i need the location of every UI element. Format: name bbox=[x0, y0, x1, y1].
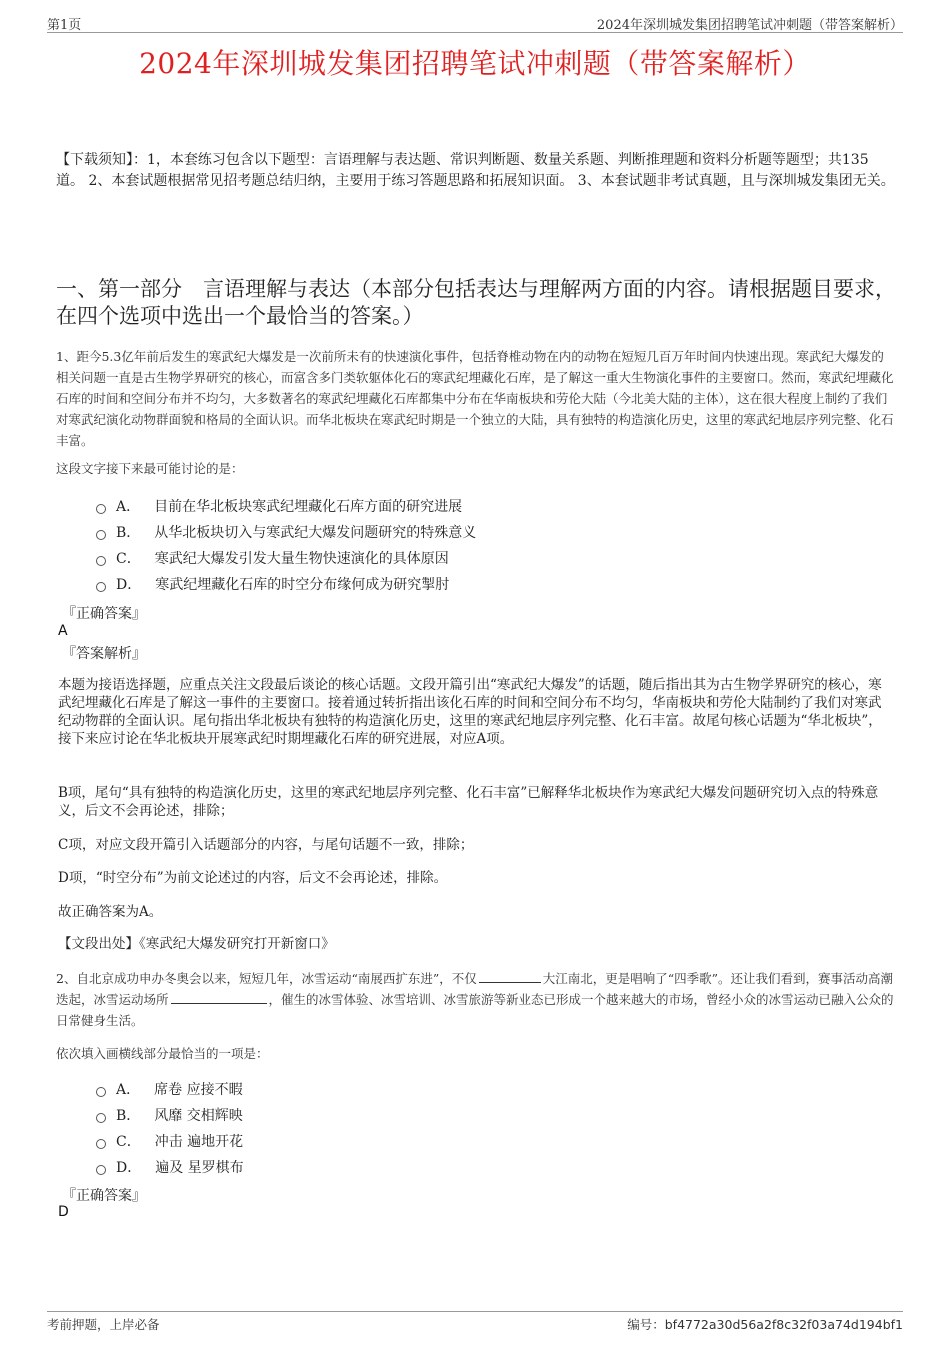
option-letter: C． bbox=[116, 551, 141, 567]
fill-blank-2 bbox=[171, 991, 267, 1004]
q1-source: 【文段出处】《寒武纪大爆发研究打开新窗口》 bbox=[58, 936, 335, 952]
header-doc-title: 2024年深圳城发集团招聘笔试冲刺题（带答案解析） bbox=[596, 18, 903, 33]
q1-option-d[interactable] bbox=[96, 574, 449, 594]
q2-stem-part1: 2、自北京成功申办冬奥会以来，短短几年，冰雪运动“南展西扩东进”，不仅 bbox=[56, 971, 477, 986]
option-letter: A． bbox=[116, 499, 141, 515]
footer-slogan: 考前押题，上岸必备 bbox=[47, 1317, 160, 1332]
option-text: 目前在华北板块寒武纪埋藏化石库方面的研究进展 bbox=[154, 499, 463, 515]
q1-answer-label: 『正确答案』 bbox=[62, 606, 146, 622]
option-letter: B． bbox=[116, 525, 141, 541]
option-letter: D． bbox=[116, 1160, 142, 1176]
q1-option-c[interactable] bbox=[96, 548, 449, 568]
q1-stem: 1、距今5.3亿年前后发生的寒武纪大爆发是一次前所未有的快速演化事件，包括脊椎动物在内的动物在短短几百万年时间内快速出现。寒武纪大爆发的相关问题一直是古生物学界研究的核心，而富含多门类软躯体化石的寒武纪埋藏化石库，是了解这一重大生物演化事件的主要窗口。然而，寒武纪埋藏化石库的时间和空间分布并不均匀，大多数著名的寒武纪埋藏化石库都集中分布在华南板块和劳伦大陆（今北美大陆的主体），这在很大程度上制约了我们对寒武纪演化动物群面貌和格局的全面认识。而华北板块在寒武纪时期是一个独立的大陆，具有独特的构造演化历史，这里的寒武纪地层序列完整、化石丰富。 bbox=[56, 349, 894, 448]
q2-option-c[interactable] bbox=[96, 1131, 243, 1151]
option-text: 冲击 遍地开花 bbox=[154, 1134, 244, 1150]
q1-option-b[interactable] bbox=[96, 522, 476, 542]
radio-icon[interactable] bbox=[96, 582, 106, 592]
q2-stem-part2: 大江南北，更是唱响了“四季歌”。还让我们看到，赛事活动高潮迭起，冰雪运动场所 bbox=[56, 971, 894, 1007]
footer-divider bbox=[47, 1311, 903, 1312]
radio-icon[interactable] bbox=[96, 556, 106, 566]
option-text: 寒武纪大爆发引发大量生物快速演化的具体原因 bbox=[154, 551, 449, 567]
header-divider bbox=[47, 32, 903, 33]
option-text: 风靡 交相辉映 bbox=[154, 1108, 243, 1124]
option-letter: B． bbox=[116, 1108, 141, 1124]
q1-analysis-label: 『答案解析』 bbox=[62, 646, 146, 662]
option-text: 寒武纪埋藏化石库的时空分布缘何成为研究掣肘 bbox=[155, 577, 450, 593]
q2-option-b[interactable] bbox=[96, 1105, 243, 1125]
q2-answer: D bbox=[58, 1204, 69, 1220]
option-letter: A． bbox=[116, 1082, 141, 1098]
footer-code-label: 编号： bbox=[627, 1317, 665, 1332]
radio-icon[interactable] bbox=[96, 504, 106, 514]
q1-analysis-conclusion: 故正确答案为A。 bbox=[58, 904, 163, 920]
fill-blank-1 bbox=[479, 970, 541, 983]
q2-prompt: 依次填入画横线部分最恰当的一项是： bbox=[56, 1046, 269, 1061]
radio-icon[interactable] bbox=[96, 530, 106, 540]
download-notice: 【下载须知】：1，本套练习包含以下题型：言语理解与表达题、常识判断题、数量关系题、判断推理题和资料分析题等题型；共135道。 2、本套试题根据常见招考题总结归纳，主要用于练习答题思路和拓展知识面。 3、本套试题非考试真题，且与深圳城发集团无关。 bbox=[56, 152, 895, 189]
footer-code-value: bf4772a30d56a2f8c32f03a74d194bf1 bbox=[664, 1317, 903, 1332]
q2-option-d[interactable] bbox=[96, 1157, 244, 1177]
q1-prompt: 这段文字接下来最可能讨论的是： bbox=[56, 461, 244, 476]
q2-answer-label: 『正确答案』 bbox=[62, 1188, 146, 1204]
q1-analysis-main: 本题为接语选择题，应重点关注文段最后谈论的核心话题。文段开篇引出“寒武纪大爆发”的话题，随后指出其为古生物学界研究的核心，寒武纪埋藏化石库是了解这一事件的主要窗口。接着通过转折指出该化石库的时间和空间分布不均匀，华南板块和劳伦大陆制约了我们对寒武纪动物群的全面认识。尾句指出华北板块有独特的构造演化历史，这里的寒武纪地层序列完整、化石丰富。故尾句核心话题为“华北板块”，接下来应讨论在华北板块开展寒武纪时期埋藏化石库的研究进展，对应A项。 bbox=[58, 677, 882, 747]
q2-option-a[interactable] bbox=[96, 1079, 243, 1099]
radio-icon[interactable] bbox=[96, 1087, 106, 1097]
radio-icon[interactable] bbox=[96, 1139, 106, 1149]
option-text: 遍及 星罗棋布 bbox=[155, 1160, 244, 1176]
q1-analysis-b: B项，尾句“具有独特的构造演化历史，这里的寒武纪地层序列完整、化石丰富”已解释华北板块作为寒武纪大爆发问题研究切入点的特殊意义，后文不会再论述，排除； bbox=[58, 785, 879, 819]
q1-analysis-c: C项，对应文段开篇引入话题部分的内容，与尾句话题不一致，排除； bbox=[58, 837, 474, 853]
page-title: 2024年深圳城发集团招聘笔试冲刺题（带答案解析） bbox=[139, 47, 811, 80]
page-number: 第1页 bbox=[47, 18, 82, 33]
option-text: 席卷 应接不暇 bbox=[154, 1082, 243, 1098]
q1-answer: A bbox=[58, 623, 68, 639]
q1-analysis-d: D项，“时空分布”为前文论述过的内容，后文不会再论述，排除。 bbox=[58, 870, 448, 886]
option-text: 从华北板块切入与寒武纪大爆发问题研究的特殊意义 bbox=[154, 525, 477, 541]
radio-icon[interactable] bbox=[96, 1113, 106, 1123]
footer-code bbox=[627, 1315, 903, 1333]
option-letter: C． bbox=[116, 1134, 141, 1150]
section-heading: 一、第一部分 言语理解与表达（本部分包括表达与理解两方面的内容。请根据题目要求，在四个选项中选出一个最恰当的答案。） bbox=[56, 277, 896, 328]
option-letter: D． bbox=[116, 577, 142, 593]
q2-stem-part3: ，催生的冰雪体验、冰雪培训、冰雪旅游等新业态已形成一个越来越大的市场，曾经小众的冰雪运动已融入公众的日常健身生活。 bbox=[56, 992, 894, 1028]
q1-option-a[interactable] bbox=[96, 496, 462, 516]
radio-icon[interactable] bbox=[96, 1165, 106, 1175]
q2-stem bbox=[56, 968, 896, 1031]
